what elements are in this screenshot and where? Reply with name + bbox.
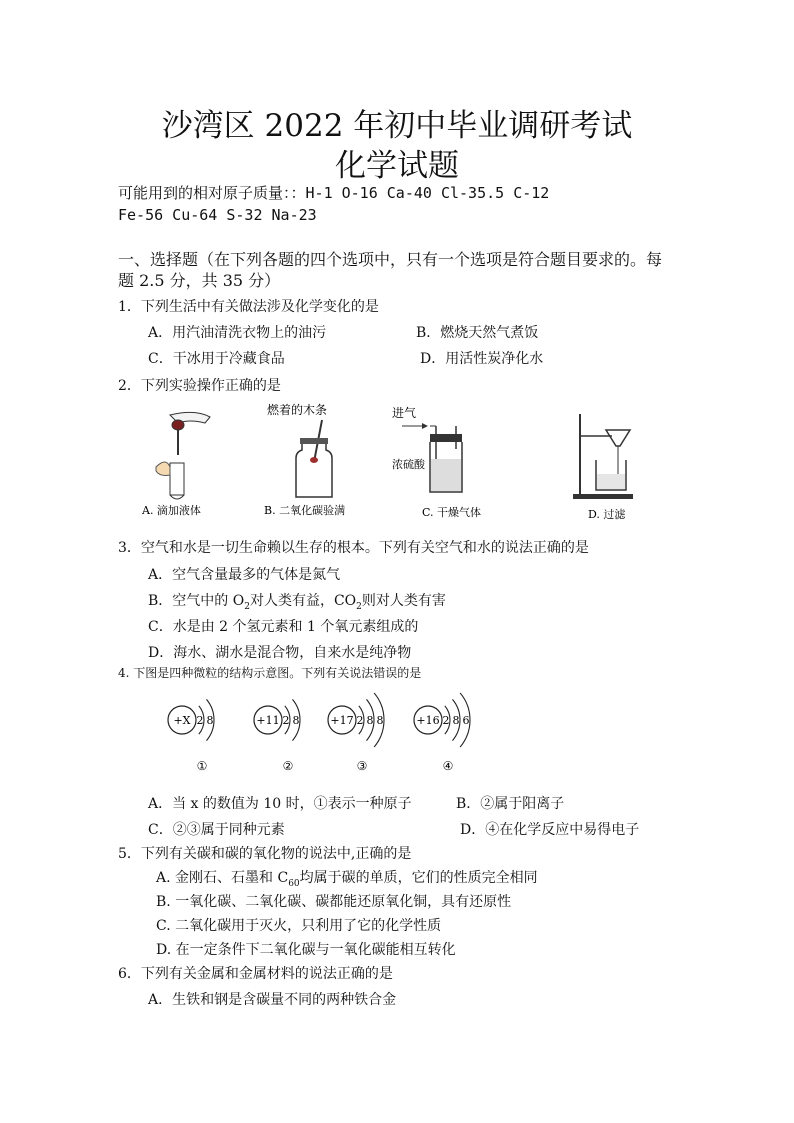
nucleus-charge: +16 [416, 714, 440, 727]
q4-stem: 4. 下图是四种微粒的结构示意图。下列有关说法错误的是 [118, 666, 422, 680]
exam-title: 沙湾区 2022 年初中毕业调研考试 [161, 108, 633, 144]
fig-b-top-label: 燃着的木条 [267, 403, 328, 417]
nucleus-charge: +11 [256, 714, 280, 727]
q3-option-c: C．水是由 2 个氢元素和 1 个氧元素组成的 [148, 619, 419, 635]
q1-option-d: D．用活性炭净化水 [420, 351, 544, 367]
q6-option-a: A．生铁和钢是含碳量不同的两种铁合金 [148, 992, 397, 1008]
q2-stem: 2．下列实验操作正确的是 [118, 378, 281, 394]
q4-option-a: A．当 x 的数值为 10 时，①表示一种原子 [148, 796, 412, 812]
atomic-masses-line2: Fe-56 Cu-64 S-32 Na-23 [118, 206, 317, 224]
q3-option-a: A．空气含量最多的气体是氮气 [148, 567, 341, 583]
electron-count: 8 [366, 714, 374, 727]
q5-option-a: A. 金刚石、石墨和 $C_{60}$均属于碳的单质，它们的性质完全相同 [156, 870, 538, 889]
electron-count: 8 [376, 714, 384, 727]
electron-count: 2 [282, 714, 290, 727]
q5-option-c: C. 二氧化碳用于灭火，只利用了它的化学性质 [156, 918, 442, 934]
fig-a-caption: A. 滴加液体 [142, 504, 201, 517]
figure-dropping-liquid [140, 405, 250, 520]
electron-count: 6 [462, 714, 470, 727]
q1-option-b: B．燃烧天然气煮饭 [416, 325, 539, 341]
section-heading-line2: 题 2.5 分，共 35 分） [118, 271, 281, 290]
particle-diagram-1 [168, 699, 214, 773]
electron-count: 8 [292, 714, 300, 727]
atomic-masses-line1: 可能用到的相对原子质量：：H-1 O-16 Ca-40 Cl-35.5 C-12 [118, 184, 550, 202]
particle-label: ① [196, 759, 208, 773]
particle-diagram-3 [328, 693, 384, 773]
q3-option-d: D．海水、湖水是混合物，自来水是纯净物 [148, 645, 412, 661]
exam-subtitle: 化学试题 [335, 148, 459, 184]
q3-stem: 3．空气和水是一切生命赖以生存的根本。下列有关空气和水的说法正确的是 [118, 540, 589, 556]
fig-c-in-label: 进气 [392, 406, 417, 420]
q6-stem: 6．下列有关金属和金属材料的说法正确的是 [118, 966, 393, 982]
q1-option-c: C．干冰用于冷藏食品 [148, 351, 285, 367]
particle-diagram-4 [414, 693, 470, 773]
particle-diagram-2 [254, 699, 300, 773]
section-heading-line1: 一、选择题（在下列各题的四个选项中，只有一个选项是符合题目要求的。每 [118, 250, 663, 269]
fig-b-caption: B. 二氧化碳验满 [264, 504, 346, 517]
particle-label: ② [282, 759, 294, 773]
electron-count: 2 [442, 714, 450, 727]
particle-label: ④ [442, 759, 454, 773]
q4-option-d: D．④在化学反应中易得电子 [460, 822, 640, 838]
electron-count: 8 [206, 714, 214, 727]
figure-filtration [568, 406, 668, 524]
q1-stem: 1．下列生活中有关做法涉及化学变化的是 [118, 299, 379, 315]
nucleus-charge: +X [173, 714, 191, 727]
q5-stem: 5．下列有关碳和碳的氧化物的说法中,正确的是 [118, 846, 412, 862]
q5-option-d: D. 在一定条件下二氧化碳与一氧化碳能相互转化 [156, 942, 456, 958]
q4-option-b: B．②属于阳离子 [456, 796, 565, 812]
q1-option-a: A．用汽油清洗衣物上的油污 [148, 325, 327, 341]
electron-count: 8 [452, 714, 460, 727]
figure-co2-test [262, 402, 382, 520]
q3-option-b: B．空气中的 $O_2$对人类有益，$CO_2$则对人类有害 [148, 593, 446, 612]
figure-particle-structures [160, 688, 500, 778]
q4-option-c: C．②③属于同种元素 [148, 822, 285, 838]
electron-count: 2 [356, 714, 364, 727]
q5-option-b: B. 一氧化碳、二氧化碳、碳都能还原氧化铜，具有还原性 [156, 894, 512, 910]
nucleus-charge: +17 [330, 714, 354, 727]
fig-c-acid-label: 浓硫酸 [392, 458, 425, 471]
fig-c-caption: C. 干燥气体 [422, 506, 482, 519]
fig-d-caption: D. 过滤 [588, 508, 626, 521]
figure-drying-gas [392, 404, 507, 520]
particle-label: ③ [356, 759, 368, 773]
electron-count: 2 [196, 714, 204, 727]
